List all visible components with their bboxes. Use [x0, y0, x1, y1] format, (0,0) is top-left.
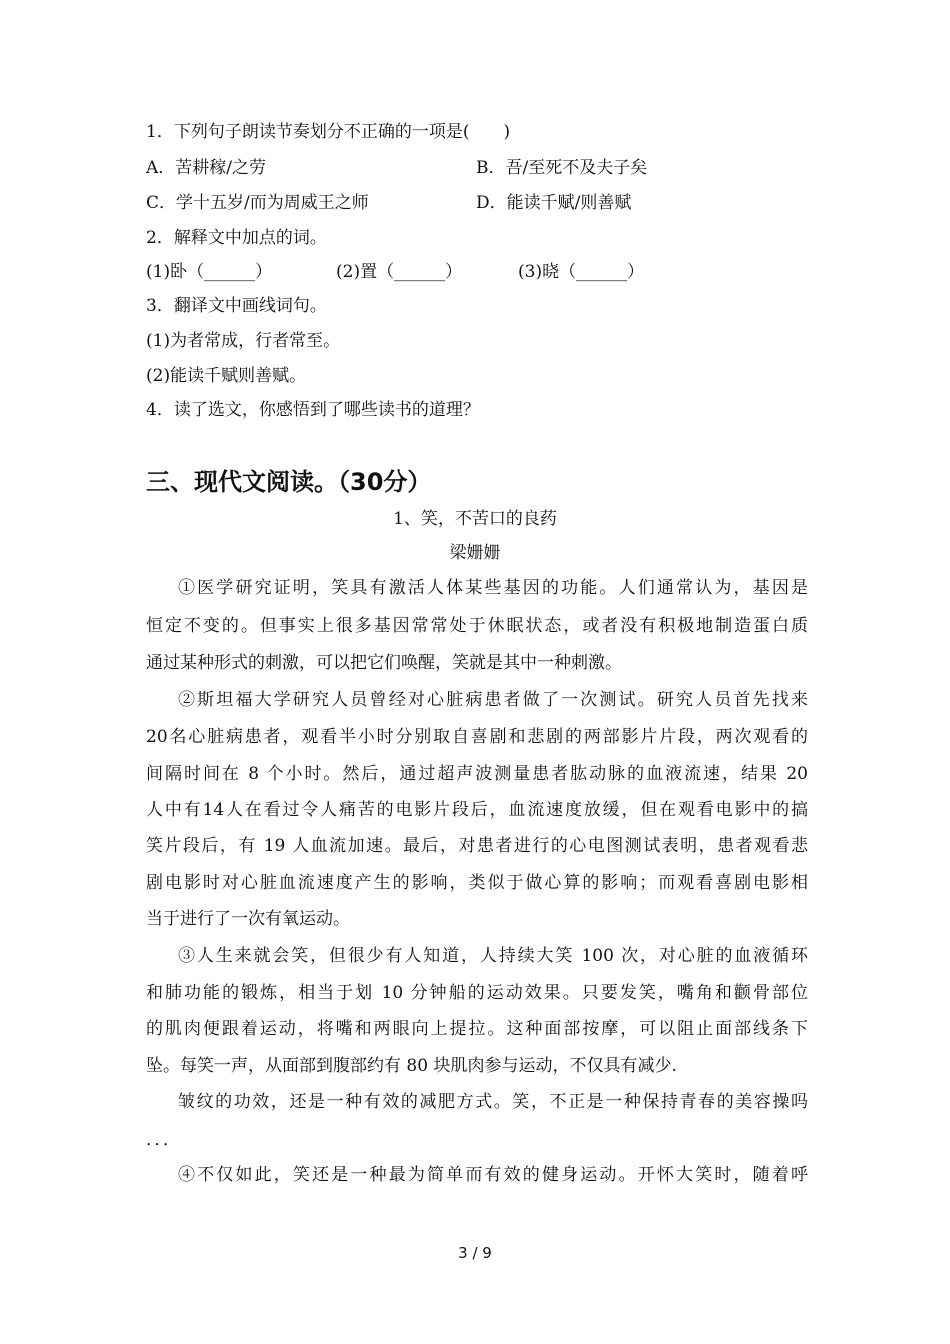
question-4: 4．读了选文，你感悟到了哪些读书的道理？: [146, 400, 480, 420]
article-line: 皱纹的功效，还是一种有效的减肥方式。笑，不正是一种保持青春的美容操吗: [178, 1092, 808, 1112]
article-line: 的肌肉便跟着运动，将嘴和两眼向上提拉。这种面部按摩，可以阻止面部线条下: [146, 1019, 808, 1039]
q2-item-3: (3)晓（______）: [518, 262, 645, 282]
q1-option-d: D．能读千赋/则善赋: [476, 193, 632, 213]
article-line: ④不仅如此，笑还是一种最为简单而有效的健身运动。开怀大笑时，随着呼: [178, 1165, 808, 1185]
article-line: 坠。每笑一声，从面部到腹部约有 80 块肌肉参与运动，不仅具有减少.: [146, 1056, 677, 1076]
article-line: ．．．: [146, 1130, 180, 1150]
article-title: 1、笑，不苦口的良药: [393, 509, 557, 529]
question-1: 1．下列句子朗读节奏划分不正确的一项是( ): [146, 122, 511, 142]
q3-item-2: (2)能读千赋则善赋。: [146, 366, 307, 386]
page-number: 3 / 9: [458, 1244, 492, 1262]
q1-option-a: A．苦耕稼/之劳: [146, 158, 267, 178]
article-line: 间隔时间在 8 个小时。然后，通过超声波测量患者肱动脉的血液流速，结果 20: [146, 764, 808, 784]
article-line: 人中有14人在看过令人痛苦的电影片段后，血流速度放缓，但在观看电影中的搞: [146, 800, 808, 820]
q2-item-2: (2)置（______）: [336, 262, 463, 282]
q2-item-1: (1)卧（______）: [146, 262, 273, 282]
article-line: 剧电影时对心脏血流速度产生的影响，类似于做心算的影响；而观看喜剧电影相: [146, 873, 808, 893]
article-line: ①医学研究证明，笑具有激活人体某些基因的功能。人们通常认为，基因是: [178, 578, 808, 598]
article-line: ②斯坦福大学研究人员曾经对心脏病患者做了一次测试。研究人员首先找来: [178, 690, 808, 710]
article-line: 20名心脏病患者，观看半小时分别取自喜剧和悲剧的两部影片片段，两次观看的: [146, 727, 808, 747]
q1-option-c: C．学十五岁/而为周威王之师: [146, 193, 369, 213]
q1-option-b: B．吾/至死不及夫子矣: [476, 158, 648, 178]
article-line: 当于进行了一次有氧运动。: [146, 909, 350, 929]
article-line: 恒定不变的。但事实上很多基因常常处于休眠状态，或者没有积极地制造蛋白质: [146, 616, 808, 636]
article-line: 通过某种形式的刺激，可以把它们唤醒，笑就是其中一种刺激。: [146, 653, 622, 673]
q3-item-1: (1)为者常成，行者常至。: [146, 331, 341, 351]
question-3: 3．翻译文中画线词句。: [146, 296, 327, 316]
question-2: 2．解释文中加点的词。: [146, 228, 327, 248]
article-line: ③人生来就会笑，但很少有人知道，人持续大笑 100 次，对心脏的血液循环: [178, 946, 808, 966]
article-line: 笑片段后，有 19 人血流加速。最后，对患者进行的心电图测试表明，患者观看悲: [146, 836, 808, 856]
section-title: 三、现代文阅读。（30分）: [146, 468, 432, 496]
article-line: 和肺功能的锻炼，相当于划 10 分钟船的运动效果。只要发笑，嘴角和颧骨部位: [146, 983, 808, 1003]
article-author: 梁姗姗: [449, 543, 501, 563]
